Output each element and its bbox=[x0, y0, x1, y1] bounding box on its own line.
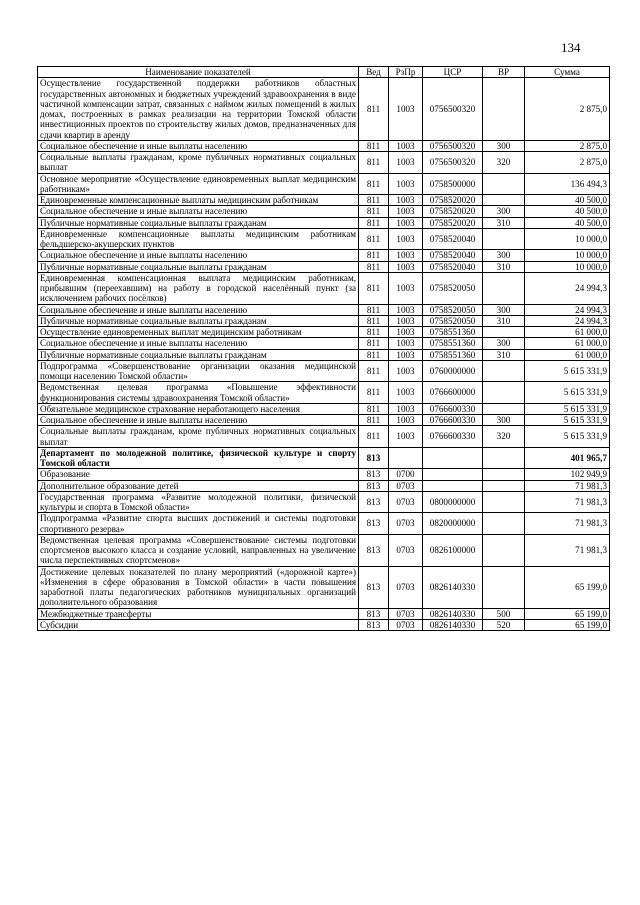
cell-vr bbox=[483, 480, 525, 491]
table-row bbox=[38, 228, 610, 250]
table-row bbox=[38, 195, 610, 206]
cell-vr: 300 bbox=[483, 140, 525, 151]
cell-vr bbox=[483, 228, 525, 250]
table-row bbox=[38, 619, 610, 630]
cell-csr: 0756500320 bbox=[423, 78, 483, 141]
cell-rzpr: 1003 bbox=[389, 140, 423, 151]
cell-ved: 811 bbox=[359, 349, 389, 360]
cell-sum: 24 994,3 bbox=[525, 304, 610, 315]
cell-csr bbox=[423, 469, 483, 480]
cell-vr: 310 bbox=[483, 349, 525, 360]
cell-csr: 0758520050 bbox=[423, 315, 483, 326]
cell-ved: 811 bbox=[359, 426, 389, 448]
cell-csr: 0820000000 bbox=[423, 513, 483, 535]
cell-csr: 0766600330 bbox=[423, 415, 483, 426]
table-row bbox=[38, 173, 610, 195]
cell-ved: 811 bbox=[359, 360, 389, 382]
cell-name: Осуществление единовременных выплат медицинским работникам bbox=[38, 327, 359, 338]
cell-sum: 2 875,0 bbox=[525, 152, 610, 174]
cell-name: Социальное обеспечение и иные выплаты населению bbox=[38, 250, 359, 261]
cell-rzpr: 1003 bbox=[389, 173, 423, 195]
cell-rzpr: 1003 bbox=[389, 206, 423, 217]
cell-csr: 0758551360 bbox=[423, 338, 483, 349]
cell-sum: 65 199,0 bbox=[525, 619, 610, 630]
cell-name: Государственная программа «Развитие молодежной политики, физической культуры и спорта в Томской области» bbox=[38, 491, 359, 513]
cell-rzpr: 1003 bbox=[389, 250, 423, 261]
cell-ved: 811 bbox=[359, 403, 389, 414]
cell-sum: 40 500,0 bbox=[525, 206, 610, 217]
cell-vr: 520 bbox=[483, 619, 525, 630]
cell-rzpr: 1003 bbox=[389, 403, 423, 414]
cell-name: Обязательное медицинское страхование неработающего населения bbox=[38, 403, 359, 414]
table-row bbox=[38, 426, 610, 448]
cell-csr: 0766600330 bbox=[423, 426, 483, 448]
cell-rzpr: 1003 bbox=[389, 360, 423, 382]
cell-name: Межбюджетные трансферты bbox=[38, 608, 359, 619]
cell-name: Публичные нормативные социальные выплаты гражданам bbox=[38, 349, 359, 360]
cell-sum: 40 500,0 bbox=[525, 195, 610, 206]
cell-rzpr: 1003 bbox=[389, 338, 423, 349]
page-number: 134 bbox=[561, 40, 581, 55]
cell-csr: 0758500000 bbox=[423, 173, 483, 195]
cell-vr: 500 bbox=[483, 608, 525, 619]
cell-vr bbox=[483, 491, 525, 513]
cell-ved: 811 bbox=[359, 338, 389, 349]
cell-rzpr: 0703 bbox=[389, 513, 423, 535]
cell-csr: 0760000000 bbox=[423, 360, 483, 382]
cell-csr: 0758520040 bbox=[423, 261, 483, 272]
cell-csr: 0766600000 bbox=[423, 382, 483, 404]
cell-sum: 61 000,0 bbox=[525, 338, 610, 349]
cell-sum: 65 199,0 bbox=[525, 608, 610, 619]
table-row bbox=[38, 338, 610, 349]
cell-ved: 811 bbox=[359, 250, 389, 261]
cell-vr: 320 bbox=[483, 426, 525, 448]
table-row bbox=[38, 272, 610, 304]
cell-ved: 811 bbox=[359, 382, 389, 404]
cell-sum: 136 494,3 bbox=[525, 173, 610, 195]
cell-name: Департамент по молодежной политике, физической культуре и спорту Томской области bbox=[38, 447, 359, 469]
table-row bbox=[38, 415, 610, 426]
cell-sum: 61 000,0 bbox=[525, 327, 610, 338]
cell-csr: 0800000000 bbox=[423, 491, 483, 513]
cell-name: Социальные выплаты гражданам, кроме публичных нормативных социальных выплат bbox=[38, 426, 359, 448]
cell-sum: 65 199,0 bbox=[525, 566, 610, 608]
cell-sum: 10 000,0 bbox=[525, 250, 610, 261]
cell-name: Социальное обеспечение и иные выплаты населению bbox=[38, 140, 359, 151]
cell-rzpr: 1003 bbox=[389, 78, 423, 141]
cell-ved: 813 bbox=[359, 534, 389, 566]
cell-rzpr: 1003 bbox=[389, 228, 423, 250]
cell-csr: 0826100000 bbox=[423, 534, 483, 566]
cell-name: Подпрограмма «Развитие спорта высших достижений и системы подготовки спортивного резерва» bbox=[38, 513, 359, 535]
cell-vr: 300 bbox=[483, 415, 525, 426]
table-row bbox=[38, 491, 610, 513]
cell-rzpr: 1003 bbox=[389, 426, 423, 448]
cell-name: Социальное обеспечение и иные выплаты населению bbox=[38, 304, 359, 315]
header-ved: Вед bbox=[359, 67, 389, 78]
cell-vr bbox=[483, 447, 525, 469]
cell-ved: 811 bbox=[359, 327, 389, 338]
table-row bbox=[38, 534, 610, 566]
cell-csr: 0758520040 bbox=[423, 250, 483, 261]
cell-sum: 2 875,0 bbox=[525, 140, 610, 151]
cell-ved: 811 bbox=[359, 228, 389, 250]
cell-csr: 0758551360 bbox=[423, 349, 483, 360]
cell-rzpr: 1003 bbox=[389, 415, 423, 426]
cell-vr bbox=[483, 513, 525, 535]
cell-ved: 811 bbox=[359, 206, 389, 217]
cell-ved: 811 bbox=[359, 272, 389, 304]
cell-rzpr: 1003 bbox=[389, 349, 423, 360]
cell-ved: 811 bbox=[359, 78, 389, 141]
cell-sum: 24 994,3 bbox=[525, 315, 610, 326]
cell-vr bbox=[483, 327, 525, 338]
cell-rzpr: 1003 bbox=[389, 304, 423, 315]
cell-vr: 300 bbox=[483, 206, 525, 217]
cell-ved: 811 bbox=[359, 152, 389, 174]
cell-csr: 0766600330 bbox=[423, 403, 483, 414]
cell-vr bbox=[483, 360, 525, 382]
cell-rzpr: 0700 bbox=[389, 469, 423, 480]
cell-ved: 811 bbox=[359, 140, 389, 151]
cell-vr: 300 bbox=[483, 338, 525, 349]
cell-csr: 0758520050 bbox=[423, 304, 483, 315]
cell-ved: 813 bbox=[359, 491, 389, 513]
cell-rzpr: 1003 bbox=[389, 217, 423, 228]
cell-ved: 811 bbox=[359, 217, 389, 228]
table-row bbox=[38, 382, 610, 404]
cell-name: Основное мероприятие «Осуществление единовременных выплат медицинским работникам» bbox=[38, 173, 359, 195]
cell-rzpr: 0703 bbox=[389, 566, 423, 608]
cell-rzpr: 0703 bbox=[389, 608, 423, 619]
cell-csr: 0826140330 bbox=[423, 608, 483, 619]
cell-vr bbox=[483, 195, 525, 206]
cell-sum: 5 615 331,9 bbox=[525, 426, 610, 448]
table-row bbox=[38, 152, 610, 174]
cell-sum: 24 994,3 bbox=[525, 272, 610, 304]
cell-csr: 0758520020 bbox=[423, 217, 483, 228]
cell-name: Осуществление государственной поддержки работников областных государственных автономных и бюджетных учреждений здравоохранения в виде частичной компенсации затрат, связанных с наймом жилых помещений в жилых домах, построенных в рамках реализации на территории Томской области инвестиционных проектов по строительству жилых домов, предназначенных для сдачи квартир в аренду bbox=[38, 78, 359, 141]
table-row bbox=[38, 315, 610, 326]
cell-name: Социальное обеспечение и иные выплаты населению bbox=[38, 206, 359, 217]
cell-rzpr: 1003 bbox=[389, 382, 423, 404]
cell-csr: 0826140330 bbox=[423, 566, 483, 608]
cell-csr bbox=[423, 447, 483, 469]
cell-rzpr: 1003 bbox=[389, 327, 423, 338]
header-csr: ЦСР bbox=[423, 67, 483, 78]
table-row bbox=[38, 327, 610, 338]
table-row bbox=[38, 513, 610, 535]
cell-name: Субсидии bbox=[38, 619, 359, 630]
cell-sum: 5 615 331,9 bbox=[525, 382, 610, 404]
cell-vr bbox=[483, 272, 525, 304]
cell-name: Достижение целевых показателей по плану мероприятий («дорожной карте») «Изменения в сфере образования в Томской области» в части повышения заработной платы педагогических работников муниципальных организаций дополнительного образования bbox=[38, 566, 359, 608]
table-row bbox=[38, 566, 610, 608]
cell-vr bbox=[483, 382, 525, 404]
cell-name: Публичные нормативные социальные выплаты гражданам bbox=[38, 217, 359, 228]
cell-rzpr: 1003 bbox=[389, 272, 423, 304]
cell-rzpr: 1003 bbox=[389, 152, 423, 174]
cell-name: Публичные нормативные социальные выплаты гражданам bbox=[38, 261, 359, 272]
table-row bbox=[38, 217, 610, 228]
cell-csr: 0758520020 bbox=[423, 195, 483, 206]
header-rzpr: РзПр bbox=[389, 67, 423, 78]
cell-sum: 401 965,7 bbox=[525, 447, 610, 469]
cell-csr: 0826140330 bbox=[423, 619, 483, 630]
cell-sum: 2 875,0 bbox=[525, 78, 610, 141]
header-name: Наименование показателей bbox=[38, 67, 359, 78]
cell-vr: 320 bbox=[483, 152, 525, 174]
cell-vr bbox=[483, 534, 525, 566]
cell-csr: 0758551360 bbox=[423, 327, 483, 338]
cell-sum: 10 000,0 bbox=[525, 261, 610, 272]
cell-sum: 71 981,3 bbox=[525, 491, 610, 513]
budget-table bbox=[37, 66, 610, 631]
cell-ved: 811 bbox=[359, 304, 389, 315]
cell-ved: 811 bbox=[359, 415, 389, 426]
cell-name: Социальное обеспечение и иные выплаты населению bbox=[38, 415, 359, 426]
cell-rzpr: 1003 bbox=[389, 315, 423, 326]
table-row bbox=[38, 480, 610, 491]
cell-ved: 813 bbox=[359, 513, 389, 535]
cell-name: Ведомственная целевая программа «Повышение эффективности функционирования системы здравоохранения Томской области» bbox=[38, 382, 359, 404]
cell-ved: 813 bbox=[359, 608, 389, 619]
cell-csr: 0756500320 bbox=[423, 140, 483, 151]
cell-ved: 813 bbox=[359, 566, 389, 608]
cell-name: Единовременные компенсационные выплаты медицинским работникам фельдшерско-акушерских пунктов bbox=[38, 228, 359, 250]
table-header-row bbox=[38, 67, 610, 78]
cell-ved: 813 bbox=[359, 469, 389, 480]
cell-rzpr bbox=[389, 447, 423, 469]
cell-sum: 61 000,0 bbox=[525, 349, 610, 360]
table-row bbox=[38, 140, 610, 151]
cell-csr: 0758520040 bbox=[423, 228, 483, 250]
cell-ved: 811 bbox=[359, 195, 389, 206]
table-row bbox=[38, 608, 610, 619]
cell-sum: 71 981,3 bbox=[525, 513, 610, 535]
table-row bbox=[38, 469, 610, 480]
cell-vr bbox=[483, 173, 525, 195]
cell-vr: 300 bbox=[483, 304, 525, 315]
cell-csr: 0758520050 bbox=[423, 272, 483, 304]
cell-rzpr: 0703 bbox=[389, 534, 423, 566]
cell-csr: 0756500320 bbox=[423, 152, 483, 174]
cell-sum: 5 615 331,9 bbox=[525, 360, 610, 382]
cell-rzpr: 0703 bbox=[389, 480, 423, 491]
cell-name: Единовременные компенсационные выплаты медицинским работникам bbox=[38, 195, 359, 206]
cell-name: Подпрограмма «Совершенствование организации оказания медицинской помощи населению Томской области» bbox=[38, 360, 359, 382]
cell-ved: 811 bbox=[359, 173, 389, 195]
cell-ved: 813 bbox=[359, 480, 389, 491]
cell-name: Социальные выплаты гражданам, кроме публичных нормативных социальных выплат bbox=[38, 152, 359, 174]
table-row bbox=[38, 206, 610, 217]
table-row bbox=[38, 78, 610, 141]
cell-ved: 811 bbox=[359, 261, 389, 272]
cell-name: Образование bbox=[38, 469, 359, 480]
cell-rzpr: 1003 bbox=[389, 195, 423, 206]
table-row bbox=[38, 261, 610, 272]
cell-vr: 310 bbox=[483, 315, 525, 326]
cell-vr bbox=[483, 403, 525, 414]
cell-sum: 40 500,0 bbox=[525, 217, 610, 228]
cell-vr bbox=[483, 78, 525, 141]
header-sum: Сумма bbox=[525, 67, 610, 78]
table-row bbox=[38, 304, 610, 315]
cell-sum: 5 615 331,9 bbox=[525, 403, 610, 414]
cell-name: Дополнительное образование детей bbox=[38, 480, 359, 491]
header-vr: ВР bbox=[483, 67, 525, 78]
cell-sum: 10 000,0 bbox=[525, 228, 610, 250]
cell-vr: 300 bbox=[483, 250, 525, 261]
cell-vr bbox=[483, 566, 525, 608]
cell-ved: 813 bbox=[359, 447, 389, 469]
table-row bbox=[38, 447, 610, 469]
cell-ved: 811 bbox=[359, 315, 389, 326]
cell-sum: 71 981,3 bbox=[525, 534, 610, 566]
cell-name: Ведомственная целевая программа «Совершенствование системы подготовки спортсменов высокого класса и создание условий, направленных на увеличение числа перспективных спортсменов» bbox=[38, 534, 359, 566]
cell-vr bbox=[483, 469, 525, 480]
cell-rzpr: 1003 bbox=[389, 261, 423, 272]
table-row bbox=[38, 360, 610, 382]
cell-name: Публичные нормативные социальные выплаты гражданам bbox=[38, 315, 359, 326]
table-row bbox=[38, 250, 610, 261]
table-row bbox=[38, 349, 610, 360]
cell-csr bbox=[423, 480, 483, 491]
cell-ved: 813 bbox=[359, 619, 389, 630]
cell-vr: 310 bbox=[483, 261, 525, 272]
cell-sum: 71 981,3 bbox=[525, 480, 610, 491]
cell-csr: 0758520020 bbox=[423, 206, 483, 217]
cell-sum: 102 949,9 bbox=[525, 469, 610, 480]
cell-rzpr: 0703 bbox=[389, 491, 423, 513]
cell-name: Социальное обеспечение и иные выплаты населению bbox=[38, 338, 359, 349]
cell-sum: 5 615 331,9 bbox=[525, 415, 610, 426]
table-row bbox=[38, 403, 610, 414]
cell-vr: 310 bbox=[483, 217, 525, 228]
cell-name: Единовременная компенсационная выплата медицинским работникам, прибывшим (переехавшим) на работу в городской населённый пункт (за исключением рабочих посёлков) bbox=[38, 272, 359, 304]
cell-rzpr: 0703 bbox=[389, 619, 423, 630]
